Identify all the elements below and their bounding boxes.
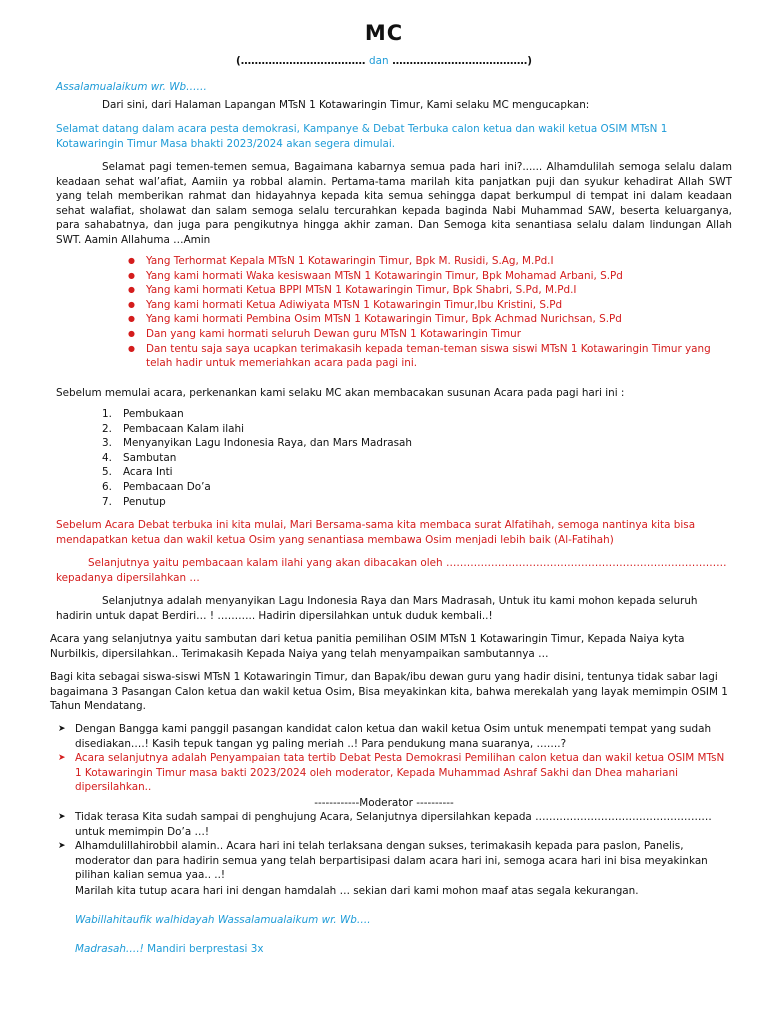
anthem-paragraph: Selanjutnya adalah menyanyikan Lagu Indonesia Raya dan Mars Madrasah, Untuk itu kami mohon kepada seluruh hadirin untuk dapat Berdiri… ! ……….. Hadirin dipersilahkan untuk duduk kembali..! — [56, 595, 698, 622]
mc-name-blank-2: …………………………………) — [392, 55, 533, 67]
honorific-item: ● Yang Terhormat Kepala MTsN 1 Kotawaringin Timur, Bpk M. Rusidi, S.Ag, M.Pd.I — [128, 254, 728, 269]
arrow-bullet-icon: ➤ — [58, 812, 66, 822]
arrow-bullet-icon: ➤ — [58, 841, 66, 852]
agenda-item: 4. Sambutan — [102, 451, 177, 464]
intro-paragraph: Dari sini, dari Halaman Lapangan MTsN 1 Kotawaringin Timur, Kami selaku MC mengucapkan: — [102, 99, 590, 111]
honorific-item: ● Dan tentu saja saya ucapkan terimakasih kepada teman-teman siswa siswi MTsN 1 Kotawaringin Timur yang telah hadir untuk memeriahkan acara pada pagi ini. — [128, 342, 728, 371]
kalam-paragraph: Selanjutnya yaitu pembacaan kalam ilahi yang akan dibacakan oleh ……………………………………………………………………… kepadanya dipersilahkan … — [56, 557, 727, 584]
motto-mandiri: Mandiri berprestasi 3x — [143, 943, 264, 955]
motto-madrasah: Madrasah….! — [75, 943, 144, 955]
arrow-list-1 — [58, 722, 732, 795]
honorific-item: ● Yang kami hormati Waka kesiswaan MTsN 1 Kotawaringin Timur, Bpk Mohamad Arbani, S.Pd — [128, 269, 728, 284]
arrow-item: ➤ Dengan Bangga kami panggil pasangan kandidat calon ketua dan wakil ketua Osim untuk menempati tempat yang sudah disediakan….! Kasih tepuk tangan yg paling meriah ..! Para pendukung mana suaranya, …….? — [58, 723, 712, 750]
agenda-intro: Sebelum memulai acara, perkenankan kami selaku MC akan membacakan susunan Acara pada pagi hari ini : — [56, 387, 625, 399]
agenda-item: 6. Pembacaan Do’a — [102, 480, 211, 493]
arrow-item: ➤ Alhamdulillahirobbil alamin.. Acara hari ini telah terlaksana dengan sukses, terimakasih kepada para paslon, Panelis, moderator dan para hadirin semua yang telah berpartisipasi dalam acara hari ini, semoga acara hari ini bisa meyakinkan pilihan kalian semua yaa.. ..! — [58, 840, 708, 882]
arrow-item: ➤ Acara selanjutnya adalah Penyampaian tata tertib Debat Pesta Demokrasi Pemilihan calon ketua dan wakil ketua OSIM MTsN 1 Kotawaringin Timur masa bakti 2023/2024 oleh moderator, Kepada Muhammad Ashraf Sakhi dan Dhea mahariani dipersilahkan.. — [58, 752, 725, 794]
agenda-item: 1. Pembukaan — [102, 408, 184, 420]
arrow-bullet-icon: ➤ — [58, 753, 66, 764]
mc-names-line — [0, 54, 768, 69]
agenda-item: 3. Menyanyikan Lagu Indonesia Raya, dan Mars Madrasah — [102, 437, 412, 450]
honorific-item: ● Yang kami hormati Pembina Osim MTsN 1 Kotawaringin Timur, Bpk Achmad Nurichsan, S.Pd — [128, 312, 728, 327]
closing-salam: Wabillahitaufik walhidayah Wassalamualaikum wr. Wb…. — [75, 914, 371, 926]
honorific-item: ● Dan yang kami hormati seluruh Dewan guru MTsN 1 Kotawaringin Timur — [128, 327, 728, 342]
moderator-divider: ------------Moderator ---------- — [314, 797, 454, 809]
honorific-item: ● Yang kami hormati Ketua BPPI MTsN 1 Kotawaringin Timur, Bpk Shabri, S.Pd, M.Pd.I — [128, 283, 728, 298]
welcome-paragraph: Selamat datang dalam acara pesta demokrasi, Kampanye & Debat Terbuka calon ketua dan wakil ketua OSIM MTsN 1 Kotawaringin Timur Masa bhakti 2023/2024 akan segera dimulai. — [56, 123, 668, 150]
agenda-item: 5. Acara Inti — [102, 466, 173, 479]
candidates-paragraph: Bagi kita sebagai siswa-siswi MTsN 1 Kotawaringin Timur, dan Bapak/ibu dewan guru yang hadir disini, tentunya tidak sabar lagi bagaimana 3 Pasangan Calon ketua dan wakil ketua Osim, Bisa meyakinkan kita, bahwa merekalah yang layak memimpin OSIM 1 Tahun Mendatang. — [50, 671, 728, 713]
honorific-item: ● Yang kami hormati Ketua Adiwiyata MTsN 1 Kotawaringin Timur,Ibu Kristini, S.Pd — [128, 298, 728, 313]
agenda-item: 2. Pembacaan Kalam ilahi — [102, 422, 244, 435]
page-title: MC — [364, 21, 404, 45]
motto-line — [75, 942, 751, 957]
arrow-bullet-icon: ➤ — [58, 724, 66, 734]
agenda-list — [102, 407, 602, 509]
dan-word: dan — [369, 55, 389, 67]
greeting-paragraph: Selamat pagi temen-temen semua, Bagaimana kabarnya semua pada hari ini?...... Alhamdulilah semoga selalu dalam keadaan sehat wal’afiat, Aamiin ya robbal alamin. Pertama-tama marilah kita panjatkan puji dan syukur kehadirat Allah SWT yang telah memberikan rahmat dan hidayahnya kepada kita semua sehingga dapat berkumpul di tempat ini dalam keadaan sehat walafiat, sholawat dan salam semoga selalu tercurahkan kepada baginda Nabi Muhammad SAW, beserta keluarganya, para sahabatnya, dan juga para pengikutnya hingga akhir zaman. Dan Semoga kita senantiasa selalu dalam lindungan Allah SWT. Aamin Allahuma …Amin — [56, 161, 732, 246]
opening-salam: Assalamualaikum wr. Wb…… — [56, 81, 207, 93]
closing-paragraph: Marilah kita tutup acara hari ini dengan hamdalah … sekian dari kami mohon maaf atas segala kekurangan. — [75, 885, 639, 897]
agenda-item: 7. Penutup — [102, 495, 166, 508]
arrow-list-2 — [58, 810, 732, 883]
arrow-item: ➤ Tidak terasa Kita sudah sampai di penghujung Acara, Selanjutnya dipersilahkan kepada …………………………………………… untuk memimpin Do’a …! — [58, 811, 712, 838]
honorifics-list — [128, 254, 728, 371]
speech-paragraph: Acara yang selanjutnya yaitu sambutan dari ketua panitia pemilihan OSIM MTsN 1 Kotawaringin Timur, Kepada Naiya kyta Nurbilkis, dipersilahkan.. Terimakasih Kepada Naiya yang telah menyampaikan sambutannya … — [50, 633, 685, 660]
mc-name-blank-1: (……………………………… — [235, 55, 366, 67]
fatihah-paragraph: Sebelum Acara Debat terbuka ini kita mulai, Mari Bersama-sama kita membaca surat Alfatihah, semoga nantinya kita bisa mendapatkan ketua dan wakil ketua Osim yang senantiasa membawa Osim menjadi lebih baik (Al-Fatihah) — [56, 519, 696, 546]
